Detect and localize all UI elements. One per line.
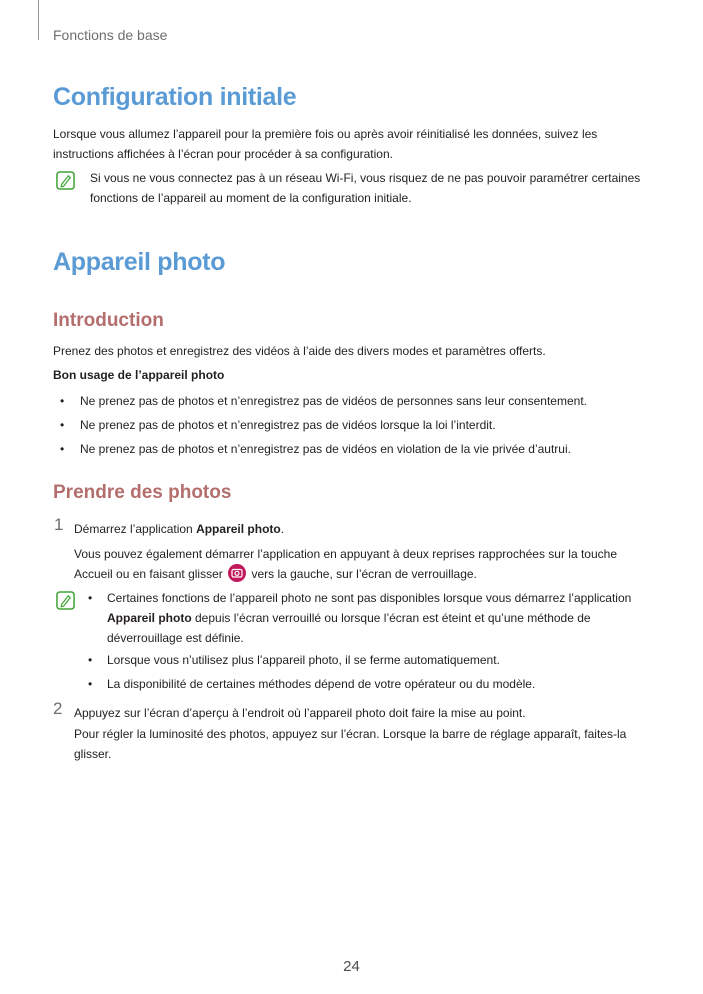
running-header: Fonctions de base — [53, 27, 168, 43]
header-rule — [38, 0, 39, 40]
note-icon — [56, 591, 75, 610]
step-number: 1 — [54, 515, 64, 534]
good-use-label: Bon usage de l’appareil photo — [53, 368, 225, 382]
setup-note: Si vous ne vous connectez pas à un réseau Wi-Fi, vous risquez de ne pas pouvoir paramétrer certaines fonctions de l’appareil au moment de la configuration initiale. — [90, 171, 641, 205]
heading-take-photos: Prendre des photos — [53, 482, 232, 503]
step2-text: Appuyez sur l’écran d’aperçu à l’endroit où l’appareil photo doit faire la mise au point. — [74, 706, 526, 720]
section-title-setup: Configuration initiale — [53, 83, 297, 111]
step1-description: Vous pouvez également démarrer l’application en appuyant à deux reprises rapprochées sur la touche Accueil ou en faisant glisser vers la gauche, sur l’écran de verrouillage. — [74, 547, 617, 581]
heading-introduction: Introduction — [53, 310, 164, 331]
page-number: 24 — [343, 958, 360, 975]
step2-description: Pour régler la luminosité des photos, appuyez sur l’écran. Lorsque la barre de réglage apparaît, faites-la glisser. — [74, 727, 627, 761]
intro-paragraph: Prenez des photos et enregistrez des vidéos à l’aide des divers modes et paramètres offerts. — [53, 344, 546, 358]
note-icon — [56, 171, 75, 190]
camera-app-icon — [228, 564, 246, 582]
step-number: 2 — [53, 699, 63, 718]
section-title-camera: Appareil photo — [53, 248, 226, 276]
step1-text: Démarrez l’application Appareil photo. — [74, 522, 285, 536]
setup-paragraph: Lorsque vous allumez l’appareil pour la première fois ou après avoir réinitialisé les données, suivez les instructions affichées à l’écran pour procéder à sa configuration. — [53, 127, 598, 161]
